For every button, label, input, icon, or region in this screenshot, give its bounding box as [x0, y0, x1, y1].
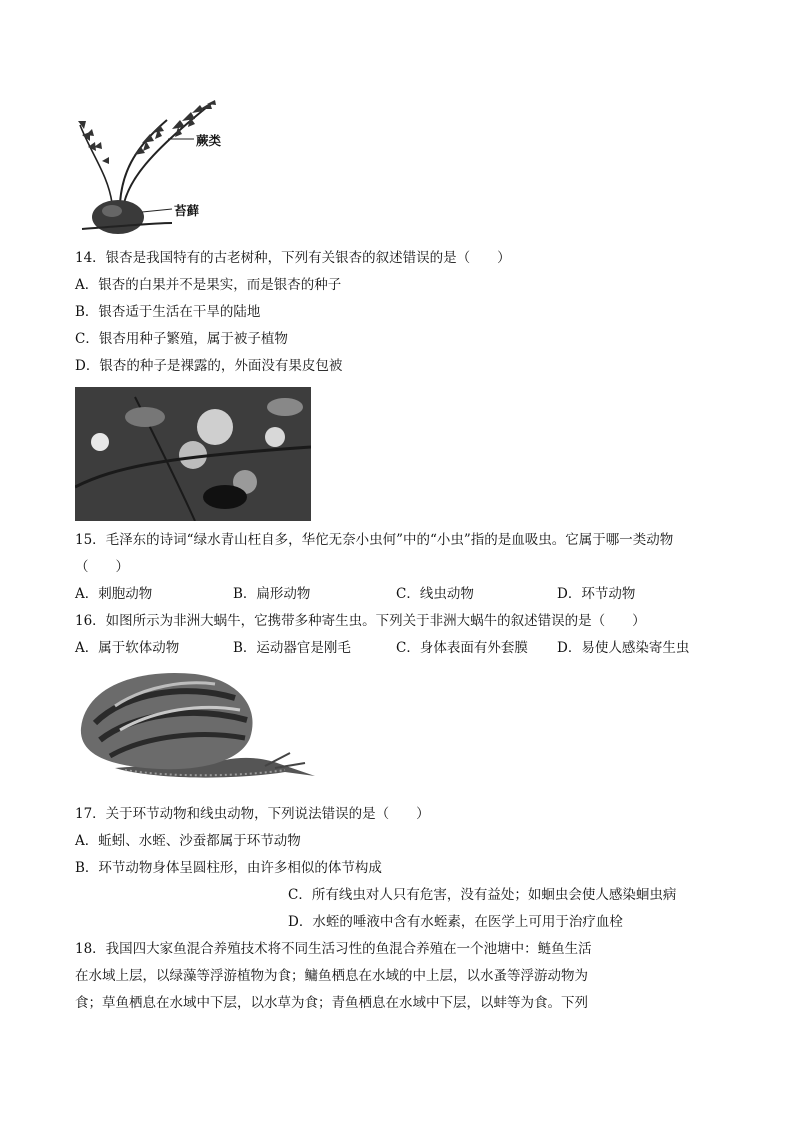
- q15-stem-line1: 15．毛泽东的诗词“绿水青山枉自多，华佗无奈小虫何”中的“小虫”指的是血吸虫。它属于哪一类动物: [75, 532, 674, 548]
- ginkgo-branch-illustration: [75, 387, 311, 521]
- q14-option-a: A．银杏的白果并不是果实，而是银杏的种子: [75, 277, 342, 293]
- q15-option-a: A．刺胞动物: [75, 586, 153, 602]
- q16-option-c: C．身体表面有外套膜: [396, 640, 528, 656]
- q15-stem-line2: （ ）: [75, 559, 129, 575]
- q17-option-b: B．环节动物身体呈圆柱形，由许多相似的体节构成: [75, 860, 382, 876]
- q17-option-c: C．所有线虫对人只有危害，没有益处；如蛔虫会使人感染蛔虫病: [288, 887, 677, 903]
- q15-option-c: C．线虫动物: [396, 586, 474, 602]
- q17-stem: 17．关于环节动物和线虫动物，下列说法错误的是（ ）: [75, 806, 430, 822]
- q15-option-b: B．扁形动物: [233, 586, 311, 602]
- q18-line2: 在水域上层，以绿藻等浮游植物为食；鳙鱼栖息在水域的中上层，以水蚤等浮游动物为: [75, 968, 588, 984]
- q17-option-a: A．蚯蚓、水蛭、沙蚕都属于环节动物: [75, 833, 301, 849]
- q14-option-d: D．银杏的种子是裸露的，外面没有果皮包被: [75, 358, 343, 374]
- q14-option-c: C．银杏用种子繁殖，属于被子植物: [75, 331, 288, 347]
- q14-option-b: B．银杏适于生活在干旱的陆地: [75, 304, 261, 320]
- q16-stem: 16．如图所示为非洲大蜗牛，它携带多种寄生虫。下列关于非洲大蜗牛的叙述错误的是（ ）: [75, 613, 646, 629]
- ginkgo-photo: [75, 387, 311, 521]
- q16-option-b: B．运动器官是刚毛: [233, 640, 351, 656]
- q18-line1: 18．我国四大家鱼混合养殖技术将不同生活习性的鱼混合养殖在一个池塘中：鲢鱼生活: [75, 941, 592, 957]
- snail-figure: [75, 668, 320, 792]
- moss-label: 苔藓: [174, 203, 200, 218]
- plant-figure: [72, 95, 252, 235]
- fern-moss-illustration: [72, 95, 252, 235]
- q16-option-a: A．属于软体动物: [75, 640, 180, 656]
- african-snail-illustration: [75, 668, 320, 792]
- q17-option-d: D．水蛭的唾液中含有水蛭素，在医学上可用于治疗血栓: [288, 914, 623, 930]
- q14-stem: 14．银杏是我国特有的古老树种，下列有关银杏的叙述错误的是（ ）: [75, 250, 511, 266]
- fern-label: 蕨类: [196, 133, 222, 148]
- q18-line3: 食；草鱼栖息在水域中下层，以水草为食；青鱼栖息在水域中下层，以蚌等为食。下列: [75, 995, 588, 1011]
- q16-option-d: D．易使人感染寄生虫: [557, 640, 690, 656]
- q15-option-d: D．环节动物: [557, 586, 636, 602]
